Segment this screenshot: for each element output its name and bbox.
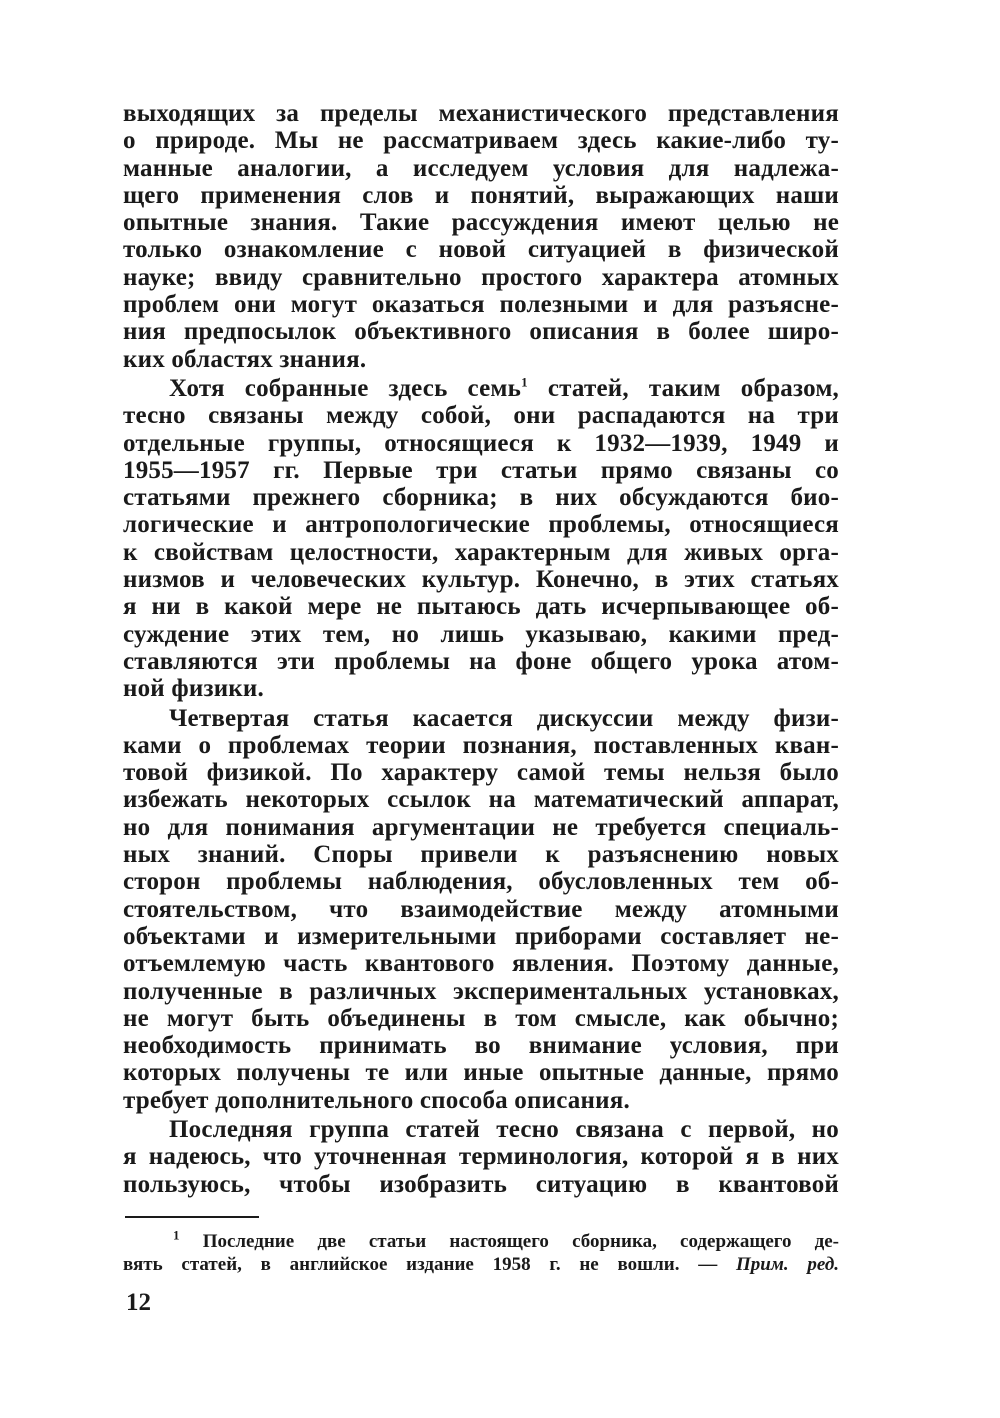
- footnote-reference: 1: [521, 374, 528, 390]
- text-line: ной физики.: [123, 675, 264, 703]
- footnote-line: [123, 1253, 839, 1276]
- footnote-mark: 1: [173, 1227, 180, 1243]
- text-line: избежать некоторых ссылок на математический аппарат,: [123, 786, 839, 814]
- text-line: логические и антропологические проблемы, относящиеся: [123, 511, 839, 539]
- text-line: к свойствам целостности, характерным для живых орга-: [123, 538, 839, 566]
- text-line: манные аналогии, а исследуем условия для надлежа-: [123, 154, 839, 182]
- text-fragment: Хотя собранные здесь семь: [169, 374, 522, 402]
- text-line: я ни в какой мере не пытаюсь дать исчерпывающее об-: [123, 593, 839, 621]
- text-line: не могут быть объединены в том смысле, как обычно;: [123, 1004, 839, 1032]
- text-line: о природе. Мы не рассматриваем здесь какие-либо ту-: [123, 127, 839, 155]
- text-line: пользуюсь, чтобы изобразить ситуацию в квантовой: [123, 1170, 839, 1198]
- text-line: объектами и измерительными приборами составляет не-: [123, 922, 839, 950]
- text-line: необходимость принимать во внимание условия, при: [123, 1032, 839, 1060]
- footnote-text: вять статей, в английское издание 1958 г. не вошли. —: [123, 1254, 718, 1275]
- text-fragment: статей, таким образом,: [547, 374, 839, 402]
- text-line: низмов и человеческих культур. Конечно, в этих статьях: [123, 566, 839, 594]
- text-line: Четвертая статья касается дискуссии между физи-: [169, 704, 839, 732]
- footnote-text: Последние две статьи настоящего сборника, содержащего де-: [202, 1231, 839, 1252]
- text-line: полученные в различных экспериментальных установках,: [123, 977, 839, 1005]
- paragraph-1: [123, 100, 839, 373]
- text-line: стоятельством, что взаимодействие между атомными: [123, 895, 839, 923]
- footnote-divider: [125, 1216, 259, 1218]
- text-line: щего применения слов и понятий, выражающих наши: [123, 181, 839, 209]
- text-line: которых получены те или иные опытные данные, прямо: [123, 1059, 839, 1087]
- editor-note: Прим. ред.: [736, 1254, 840, 1275]
- paragraph-2: [123, 375, 839, 703]
- text-line: отъемлемую часть квантового явления. Поэтому данные,: [123, 950, 839, 978]
- text-line: статьями прежнего сборника; в них обсуждаются био-: [123, 484, 839, 512]
- paragraph-3: [123, 705, 839, 1114]
- text-line: отдельные группы, относящиеся к 1932—1939, 1949 и: [123, 429, 839, 457]
- text-line: товой физикой. По характеру самой темы нельзя было: [123, 759, 839, 787]
- text-line: тесно связаны между собой, они распадаются на три: [123, 402, 839, 430]
- footnote-line: [123, 1227, 839, 1253]
- text-line: выходящих за пределы механистического представления: [123, 100, 839, 127]
- text-line: науке; ввиду сравнительно простого характера атомных: [123, 263, 839, 291]
- text-line: ких областях знания.: [123, 345, 367, 373]
- main-text: [123, 100, 839, 1198]
- text-line: Последняя группа статей тесно связана с первой, но: [169, 1115, 839, 1143]
- text-line: требует дополнительного способа описания.: [123, 1086, 630, 1114]
- text-line: ставляются эти проблемы на фоне общего урока атом-: [123, 647, 839, 675]
- footnote: [123, 1227, 840, 1276]
- text-line: я надеюсь, что уточненная терминология, которой я в них: [123, 1143, 839, 1171]
- text-line: ных знаний. Споры привели к разъяснению новых: [123, 841, 839, 869]
- page-number: 12: [126, 1289, 151, 1316]
- text-line: 1955—1957 гг. Первые три статьи прямо связаны со: [123, 456, 839, 484]
- text-line: сторон проблемы наблюдения, обусловленных тем об-: [123, 868, 839, 896]
- text-line: но для понимания аргументации не требуется специаль-: [123, 813, 839, 841]
- text-line: опытные знания. Такие рассуждения имеют целью не: [123, 209, 839, 237]
- paragraph-4: [123, 1116, 839, 1198]
- text-line: [123, 375, 839, 402]
- text-line: только ознакомление с новой ситуацией в физической: [123, 236, 839, 264]
- text-line: суждение этих тем, но лишь указываю, какими пред-: [123, 620, 839, 648]
- text-line: проблем они могут оказаться полезными и для разъясне-: [123, 291, 839, 319]
- text-line: ками о проблемах теории познания, поставленных кван-: [123, 731, 839, 759]
- text-line: ния предпосылок объективного описания в более широ-: [123, 318, 839, 346]
